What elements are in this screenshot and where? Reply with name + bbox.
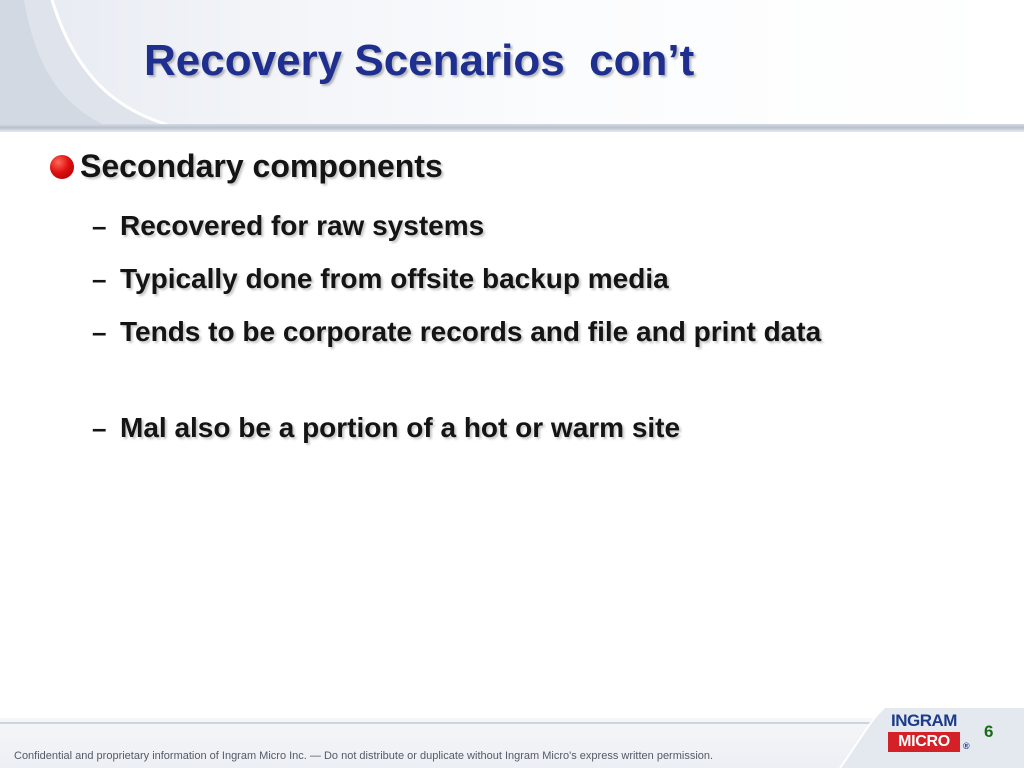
sub-bullet-text: Recovered for raw systems [120,210,485,241]
sub-bullet-text: Tends to be corporate records and file and print data [120,316,822,347]
ingram-micro-logo [888,712,960,752]
sub-bullet-item [92,408,952,448]
confidential-notice: Confidential and proprietary information of Ingram Micro Inc. — Do not distribute or duplicate without Ingram Micro's express written permission. [14,750,714,762]
logo-line-1: INGRAM [891,711,957,730]
slide-title: Recovery Scenarios con’t [144,36,695,85]
sub-bullet-text: Mal also be a portion of a hot or warm site [120,412,681,443]
sub-bullet-text: Typically done from offsite backup media [120,263,669,294]
dash-icon: – [92,413,107,443]
page-number: 6 [984,722,994,741]
registered-mark: ® [963,741,970,751]
dash-icon: – [92,211,107,241]
bullet-text: Secondary components [80,148,443,184]
sub-bullet-item [92,206,952,246]
sub-bullet-item [92,312,952,352]
bullet-item [50,148,443,185]
logo-line-2: MICRO [888,732,960,752]
sub-bullet-item [92,259,952,299]
dash-icon: – [92,317,107,347]
bullet-dot-icon [50,155,74,179]
dash-icon: – [92,264,107,294]
